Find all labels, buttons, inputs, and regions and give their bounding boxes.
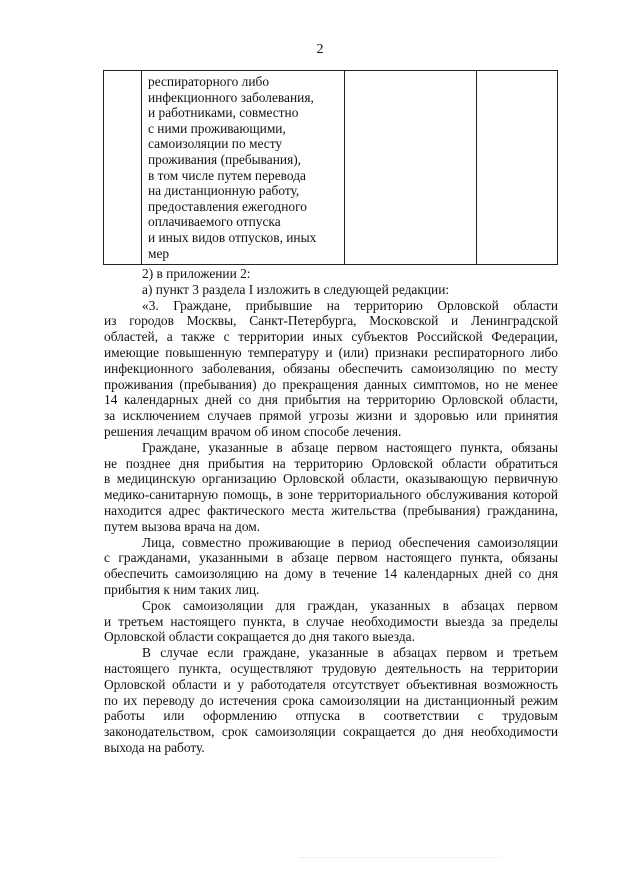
paragraph-line: и третьем настоящего пункта, в случае необходимости выезда за пределы	[104, 613, 558, 629]
paragraph-line: а) пункт 3 раздела I изложить в следующей редакции:	[142, 281, 450, 297]
table-cell-line: в том числе путем перевода	[148, 167, 306, 183]
paragraph-line: обеспечить самоизоляцию на дому в течение 14 календарных дней со дня	[104, 566, 558, 582]
paragraph-line: Орловской области сокращается до дня такого выезда.	[104, 629, 415, 645]
paragraph-line: за исключением случаев прямой угрозы жизни и здоровью или принятия	[104, 408, 558, 424]
paragraph-line: настоящего пункта, осуществляют трудовую деятельность на территории	[104, 660, 558, 676]
paragraph-line: инфекционного заболевания, обязаны обеспечить самоизоляцию по месту	[104, 360, 558, 376]
table-cell-line: оплачиваемого отпуска	[148, 214, 281, 230]
table-cell-line: и иных видов отпусков, иных	[148, 229, 317, 245]
paragraph-line: 14 календарных дней со дня прибытия на территорию Орловской области,	[104, 392, 558, 408]
table-column-divider	[476, 71, 477, 264]
table-cell-line: с ними проживающими,	[148, 120, 286, 136]
table-cell-line: мер	[148, 245, 170, 261]
paragraph-line: 2) в приложении 2:	[142, 266, 251, 281]
paragraph-line: в медицинскую организацию Орловской области, оказывающую первичную	[104, 471, 558, 487]
paragraph-line: решения лечащим врачом об ином способе лечения.	[104, 423, 402, 439]
table-cell-line: респираторного либо	[148, 74, 270, 89]
scan-artifact	[300, 857, 500, 861]
page-number: 2	[316, 42, 324, 57]
table-cell-measures	[148, 74, 342, 261]
paragraph-line: выхода на работу.	[104, 739, 205, 755]
paragraph-line: медико-санитарную помощь, в зоне территориального обслуживания которой	[104, 487, 558, 503]
paragraph-line: с гражданами, указанными в абзаце первом настоящего пункта, обязаны	[104, 550, 558, 566]
paragraph-line: Срок самоизоляции для граждан, указанных в абзацах первом	[142, 597, 558, 613]
table-cell-line: инфекционного заболевания,	[148, 89, 314, 105]
paragraph-line: «3. Граждане, прибывшие на территорию Орловской области	[142, 297, 558, 313]
paragraph-line: Орловской области и у работодателя отсутствует объективная возможность	[104, 676, 558, 692]
paragraph-line: прибытия к ним таких лиц.	[104, 581, 260, 597]
table-cell-line: предоставления ежегодного	[148, 198, 307, 214]
table-cell-line: и работниками, совместно	[148, 105, 299, 121]
table-cell-line: самоизоляции по месту	[148, 136, 283, 152]
paragraph-line: областей, а также с территории иных субъектов Российской Федерации,	[104, 329, 558, 345]
paragraph-line: законодательством, срок самоизоляции сокращается до дня необходимости	[104, 724, 558, 740]
table-cell-line: проживания (пребывания),	[148, 151, 302, 167]
table-column-divider	[344, 71, 345, 264]
table-column-divider	[141, 71, 142, 264]
table-cell-line: на дистанционную работу,	[148, 183, 300, 199]
paragraph-line: В случае если граждане, указанные в абзацах первом и третьем	[142, 645, 558, 661]
table-fragment	[103, 70, 558, 265]
paragraph-line: находится адрес фактического места жительства (пребывания) гражданина,	[104, 502, 558, 518]
paragraph-line: проживания (пребывания) до прекращения данных симптомов, но не менее	[104, 376, 558, 392]
document-body	[104, 266, 558, 756]
paragraph-line: из городов Москвы, Санкт-Петербурга, Московской и Ленинградской	[104, 313, 558, 329]
paragraph-line: Лица, совместно проживающие в период обеспечения самоизоляции	[142, 534, 558, 550]
paragraph-line: не позднее дня прибытия на территорию Орловской области обратиться	[104, 455, 558, 471]
paragraph-line: имеющие повышенную температуру и (или) признаки респираторного либо	[104, 344, 558, 360]
paragraph-line: путем вызова врача на дом.	[104, 518, 261, 534]
paragraph-line: Граждане, указанные в абзаце первом настоящего пункта, обязаны	[142, 439, 558, 455]
paragraph-line: по их переводу до истечения срока самоизоляции на дистанционный режим	[104, 692, 558, 708]
paragraph-line: работы или оформлению отпуска в соответствии с трудовым	[104, 708, 558, 724]
